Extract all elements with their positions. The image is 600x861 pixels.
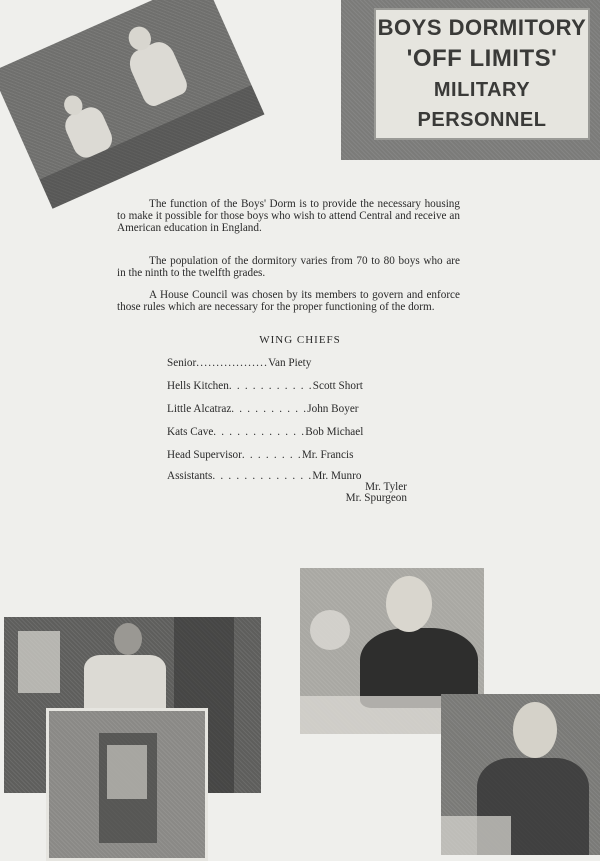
chief-dots: . . . . . . . . . . .	[228, 380, 313, 392]
chief-row-hells-kitchen	[167, 380, 407, 392]
chief-label: Assistants	[167, 470, 213, 482]
chief-name: Mr. Munro	[312, 470, 362, 482]
chief-name: Scott Short	[312, 380, 363, 392]
photo-man-in-chair	[441, 694, 600, 855]
sign-line-3: MILITARY PERSONNEL	[417, 79, 547, 131]
wing-chiefs-heading: WING CHIEFS	[259, 334, 341, 346]
chief-label: Senior	[167, 357, 197, 369]
paragraph-function: The function of the Boys' Dorm is to provide the necessary housing to make it possible for those boys who wish to attend Central and receive an American education in England.	[117, 198, 460, 234]
paragraph-population: The population of the dormitory varies from 70 to 80 boys who are in the ninth to the twelfth grades.	[117, 255, 460, 279]
chief-dots: . . . . . . . . . . . .	[213, 426, 306, 438]
off-limits-sign	[374, 8, 590, 140]
chief-label: Kats Cave	[167, 426, 214, 438]
sign-line-2: 'OFF LIMITS'	[406, 45, 558, 72]
sign-line-1: BOYS DORMITORY	[377, 15, 587, 40]
chief-name: Bob Michael	[305, 426, 364, 438]
chief-name: John Boyer	[307, 403, 359, 415]
chief-dots: . . . . . . . .	[241, 449, 302, 461]
assistant-spurgeon: Mr. Spurgeon	[345, 492, 407, 504]
photo-doorway	[46, 708, 208, 861]
chief-row-little-alcatraz	[167, 403, 407, 415]
assistant-tyler: Mr. Tyler	[365, 481, 407, 493]
chief-dots: ..................	[196, 357, 269, 369]
chief-dots: . . . . . . . . . .	[231, 403, 308, 415]
chief-label: Head Supervisor	[167, 449, 242, 461]
chief-dots: . . . . . . . . . . . . .	[212, 470, 313, 482]
chief-name: Van Piety	[268, 357, 312, 369]
chief-label: Little Alcatraz	[167, 403, 232, 415]
photo-off-limits-sign	[341, 0, 600, 160]
chief-row-senior	[167, 357, 407, 369]
photo-boys-playing	[0, 0, 264, 209]
chief-name: Mr. Francis	[301, 449, 354, 461]
paragraph-house-council: A House Council was chosen by its members to govern and enforce those rules which are necessary for the proper functioning of the dorm.	[117, 289, 460, 313]
chief-label: Hells Kitchen	[167, 380, 229, 392]
chief-row-kats-cave	[167, 426, 407, 438]
chief-row-head-supervisor	[167, 449, 407, 461]
